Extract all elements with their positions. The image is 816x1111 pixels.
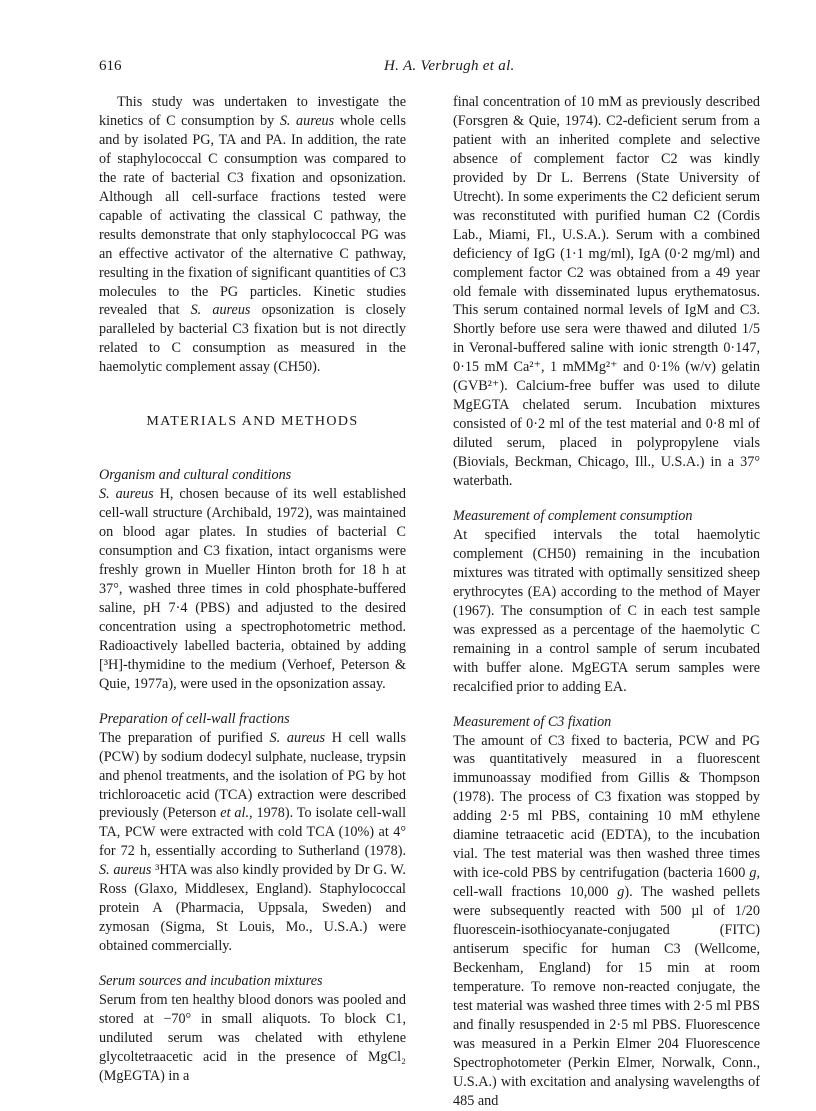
subheading-consumption: Measurement of complement consumption xyxy=(453,508,693,525)
subheading-organism: Organism and cultural conditions xyxy=(99,467,292,484)
intro-paragraph: This study was undertaken to investigate the kinetics of C consumption by S. aureus whole cells and by isolated PG, TA and PA. In addition, the rate of staphylococcal C consumption was compared to the rate of bacterial C3 fixation and opsonization. Although all cell-surface fractions tested were capable of activating the classical C pathway, the results demonstrate that only staphylococcal PG was an effective activator of the alternative C pathway, resulting in the fixation of significant quantities of C3 molecules to the PG particles. Kinetic studies revealed that S. aureus opsonization is closely paralleled by bacterial C3 fixation but is not directly related to C consumption as measured in the haemolytic complement assay (CH50). xyxy=(99,94,406,376)
consumption-paragraph: At specified intervals the total haemolytic complement (CH50) remaining in the incubation mixtures was titrated with optimally sensitized sheep erythrocytes (EA) according to the method of Mayer (1967). The consumption of C in each test sample was expressed as a percentage of the haemolytic C remaining in a control sample of serum incubated with buffer alone. MgEGTA serum samples were recalcified prior to adding EA. xyxy=(453,526,760,695)
page-header xyxy=(99,58,744,80)
fixation-paragraph: The amount of C3 fixed to bacteria, PCW and PG was quantitatively measured in a fluorescent immunoassay modified from Gillis & Thompson (1978). The process of C3 fixation was stopped by adding 2·5 ml PBS, containing 10 mM ethylene diamine tetraacetic acid (EDTA), to the incubation vial. The test material was then washed three times with ice-cold PBS by centrifugation (bacteria 1600 g, cell-wall fractions 10,000 g). The washed pellets were subsequently reacted with 500 µl of 1/20 fluorescein-isothiocyanate-conjugated (FITC) antiserum specific for human C3 (Wellcome, Beckenham, England) for 15 min at room temperature. To remove non-reacted conjugate, the test material was washed three times with 2·5 ml PBS and finally resuspended in 2·5 ml PBS. Fluorescence was measured in a Perkin Elmer 204 Fluorescence Spectrophotometer (Perkin Elmer, Norwalk, Conn., U.S.A.) with excitation and analysing wavelengths of 485 and xyxy=(453,732,760,1109)
section-title: MATERIALS AND METHODS xyxy=(146,414,359,430)
serum-paragraph: Serum from ten healthy blood donors was pooled and stored at −70° in small aliquots. To block C1, undiluted serum was chelated with ethylene glycoltetraacetic acid in the presence of MgCl₂ (MgEGTA) in a xyxy=(99,992,406,1084)
page-number: 616 xyxy=(99,58,122,74)
right-column xyxy=(453,93,760,1111)
cellwall-paragraph: The preparation of purified S. aureus H cell walls (PCW) by sodium dodecyl sulphate, nuclease, trypsin and phenol treatments, and the isolation of PG by hot trichloroacetic acid (TCA) extraction were described previously (Peterson et al., 1978). To isolate cell-wall TA, PCW were extracted with cold TCA (10%) at 4° for 72 h, essentially according to Sutherland (1978). S. aureus ³HTA was also kindly provided by Dr G. W. Ross (Glaxo, Middlesex, England). Staphylococcal protein A (Pharmacia, Uppsala, Sweden) and zymosan (Sigma, St Louis, Mo., U.S.A.) were obtained commercially. xyxy=(99,729,407,955)
organism-paragraph: S. aureus H, chosen because of its well established cell-wall structure (Archibald, 1972), was maintained on blood agar plates. In studies of bacterial C consumption and C3 fixation, intact organisms were freshly grown in Mueller Hinton broth for 18 h at 37°, washed three times in cold phosphate-buffered saline, pH 7·4 (PBS) and adjusted to the desired concentration using a spectrophotometric method. Radioactively labelled bacteria, obtained by adding [³H]-thymidine to the medium (Verhoef, Peterson & Quie, 1977a), were used in the opsonization assay. xyxy=(99,486,406,692)
subheading-cellwall: Preparation of cell-wall fractions xyxy=(99,710,290,727)
running-head: H. A. Verbrugh et al. xyxy=(384,58,515,74)
subheading-fixation: Measurement of C3 fixation xyxy=(453,713,612,730)
left-column xyxy=(99,93,406,1086)
subheading-serum: Serum sources and incubation mixtures xyxy=(99,973,323,990)
serum-continued-paragraph: final concentration of 10 mM as previously described (Forsgren & Quie, 1974). C2-deficient serum from a patient with an inherited complete and selective absence of complement factor C2 was kindly provided by Dr L. Berrens (State University of Utrecht). In some experiments the C2 deficient serum was reconstituted with purified human C2 (Cordis Lab., Miami, Fl., U.S.A.). Serum with a combined deficiency of IgG (1·1 mg/ml), IgA (0·2 mg/ml) and complement factor C2 was obtained from a 49 year old female with disseminated lupus erythematosus. This serum contained normal levels of IgM and C3. Shortly before use sera were thawed and diluted 1/5 in Veronal-buffered saline with ionic strength 0·147, 0·15 mM Ca²⁺, 1 mMMg²⁺ and 0·1% (w/v) gelatin (GVB²⁺). Calcium-free buffer was used to dilute MgEGTA chelated serum. Incubation mixtures consisted of 0·2 ml of the test material and 0·8 ml of diluted serum, placed in polypropylene vials (Biovials, Beckman, Chicago, Ill., U.S.A.) in a 37° waterbath. xyxy=(453,94,760,490)
